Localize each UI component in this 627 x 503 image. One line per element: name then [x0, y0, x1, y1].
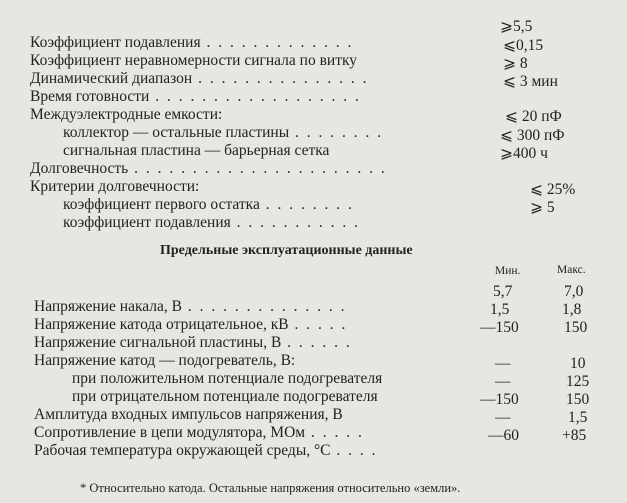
limit-label: Амплитуда входных импульсов напряжения, В: [34, 406, 343, 423]
param-row: [30, 34, 353, 51]
limit-min: 5,7: [493, 283, 513, 300]
param-label: коллектор — остальные пластины: [63, 124, 290, 141]
param-label: Критерии долговечности:: [30, 178, 200, 195]
param-label: Коэффициент подавления: [30, 34, 201, 51]
limit-min: —60: [488, 427, 519, 444]
limit-min: —150: [480, 319, 519, 336]
param-row: [30, 52, 357, 69]
param-label: сигнальная пластина — барьерная сетка: [63, 142, 330, 159]
limit-max: 150: [564, 319, 588, 336]
param-value: ⩾ 8: [503, 55, 528, 72]
limit-max: 10: [570, 355, 586, 372]
leader-dots: . . . . . . . . . . .: [230, 214, 361, 231]
limit-max: 125: [566, 373, 590, 390]
param-label: коэффициент первого остатка: [63, 196, 260, 213]
param-label: Долговечность: [30, 160, 129, 177]
limit-row: [34, 424, 364, 441]
param-row: [63, 196, 354, 213]
leader-dots: . . . . . . . . . . . . .: [200, 34, 354, 51]
param-value: ⩽ 25%: [530, 181, 576, 198]
param-label: Динамический диапазон: [30, 70, 193, 87]
param-row: [63, 214, 360, 231]
limit-row: [34, 406, 343, 423]
limit-label: Напряжение сигнальной пластины, В: [34, 334, 282, 351]
limit-max: 150: [566, 391, 590, 408]
param-value: ⩾ 5: [530, 199, 555, 216]
param-row: [30, 70, 368, 87]
limit-min: —: [495, 373, 511, 390]
limit-max: 1,5: [568, 409, 588, 426]
limit-label: Напряжение накала, В: [34, 298, 182, 315]
limit-row: [34, 316, 347, 333]
column-header-min: Мин.: [495, 265, 521, 277]
param-label: Междуэлектродные емкости:: [30, 106, 223, 123]
limit-label: Сопротивление в цепи модулятора, МОм: [34, 424, 306, 441]
leader-dots: . . . . . . . . . . . . . .: [181, 298, 347, 315]
param-row: [30, 106, 222, 123]
leader-dots: . . . . .: [305, 424, 364, 441]
limit-min: —150: [480, 391, 519, 408]
param-value: ⩾5,5: [500, 18, 533, 35]
limit-min: —: [495, 355, 511, 372]
param-row: [30, 88, 361, 105]
param-value: ⩽ 300 пФ: [500, 127, 565, 144]
param-value: ⩽0,15: [503, 37, 544, 54]
section-title: Предельные эксплуатационные данные: [160, 243, 413, 258]
limit-label: при отрицательном потенциале подогревателя: [72, 388, 378, 405]
param-label: Коэффициент неравномерности сигнала по витку: [30, 52, 358, 69]
param-value: ⩽ 20 пФ: [505, 108, 562, 125]
leader-dots: . . . . . .: [281, 334, 352, 351]
param-label: Время готовности: [30, 88, 150, 105]
footnote: * Относительно катода. Остальные напряжения относительно «земли».: [80, 481, 461, 495]
limit-row: [34, 298, 346, 315]
param-row: [30, 160, 387, 177]
limit-row: [34, 442, 378, 459]
leader-dots: . . . . . . . . . . . . . . . . . . . . . .: [128, 160, 387, 177]
leader-dots: . . . . . . . . . . . . . . . . . .: [149, 88, 361, 105]
limit-max: 7,0: [564, 283, 584, 300]
limit-label: Напряжение катод — подогреватель, В:: [34, 352, 296, 369]
limit-row: [34, 334, 352, 351]
param-row: [63, 124, 383, 141]
limit-label: Напряжение катода отрицательное, кВ: [34, 316, 289, 333]
limit-label: Рабочая температура окружающей среды, °С: [34, 442, 331, 459]
leader-dots: . . . . .: [288, 316, 348, 333]
leader-dots: . . . .: [330, 442, 378, 459]
leader-dots: . . . . . . . .: [259, 196, 354, 213]
leader-dots: . . . . . . . . . . . . . . .: [192, 70, 369, 87]
limit-min: —: [495, 409, 511, 426]
param-label: коэффициент подавления: [63, 214, 231, 231]
limit-max: +85: [562, 427, 587, 444]
limit-row: [34, 352, 295, 369]
param-value: ⩽ 3 мин: [503, 73, 558, 90]
limit-row: [72, 388, 378, 405]
param-value: ⩾400 ч: [500, 145, 548, 162]
param-row: [30, 178, 199, 195]
limit-max: 1,8: [562, 301, 582, 318]
limit-label: при положительном потенциале подогревателя: [72, 370, 383, 387]
limit-min: 1,5: [490, 301, 510, 318]
column-header-max: Макс.: [557, 264, 586, 276]
limit-row: [72, 370, 382, 387]
param-row: [63, 142, 329, 159]
leader-dots: . . . . . . . .: [289, 124, 384, 141]
